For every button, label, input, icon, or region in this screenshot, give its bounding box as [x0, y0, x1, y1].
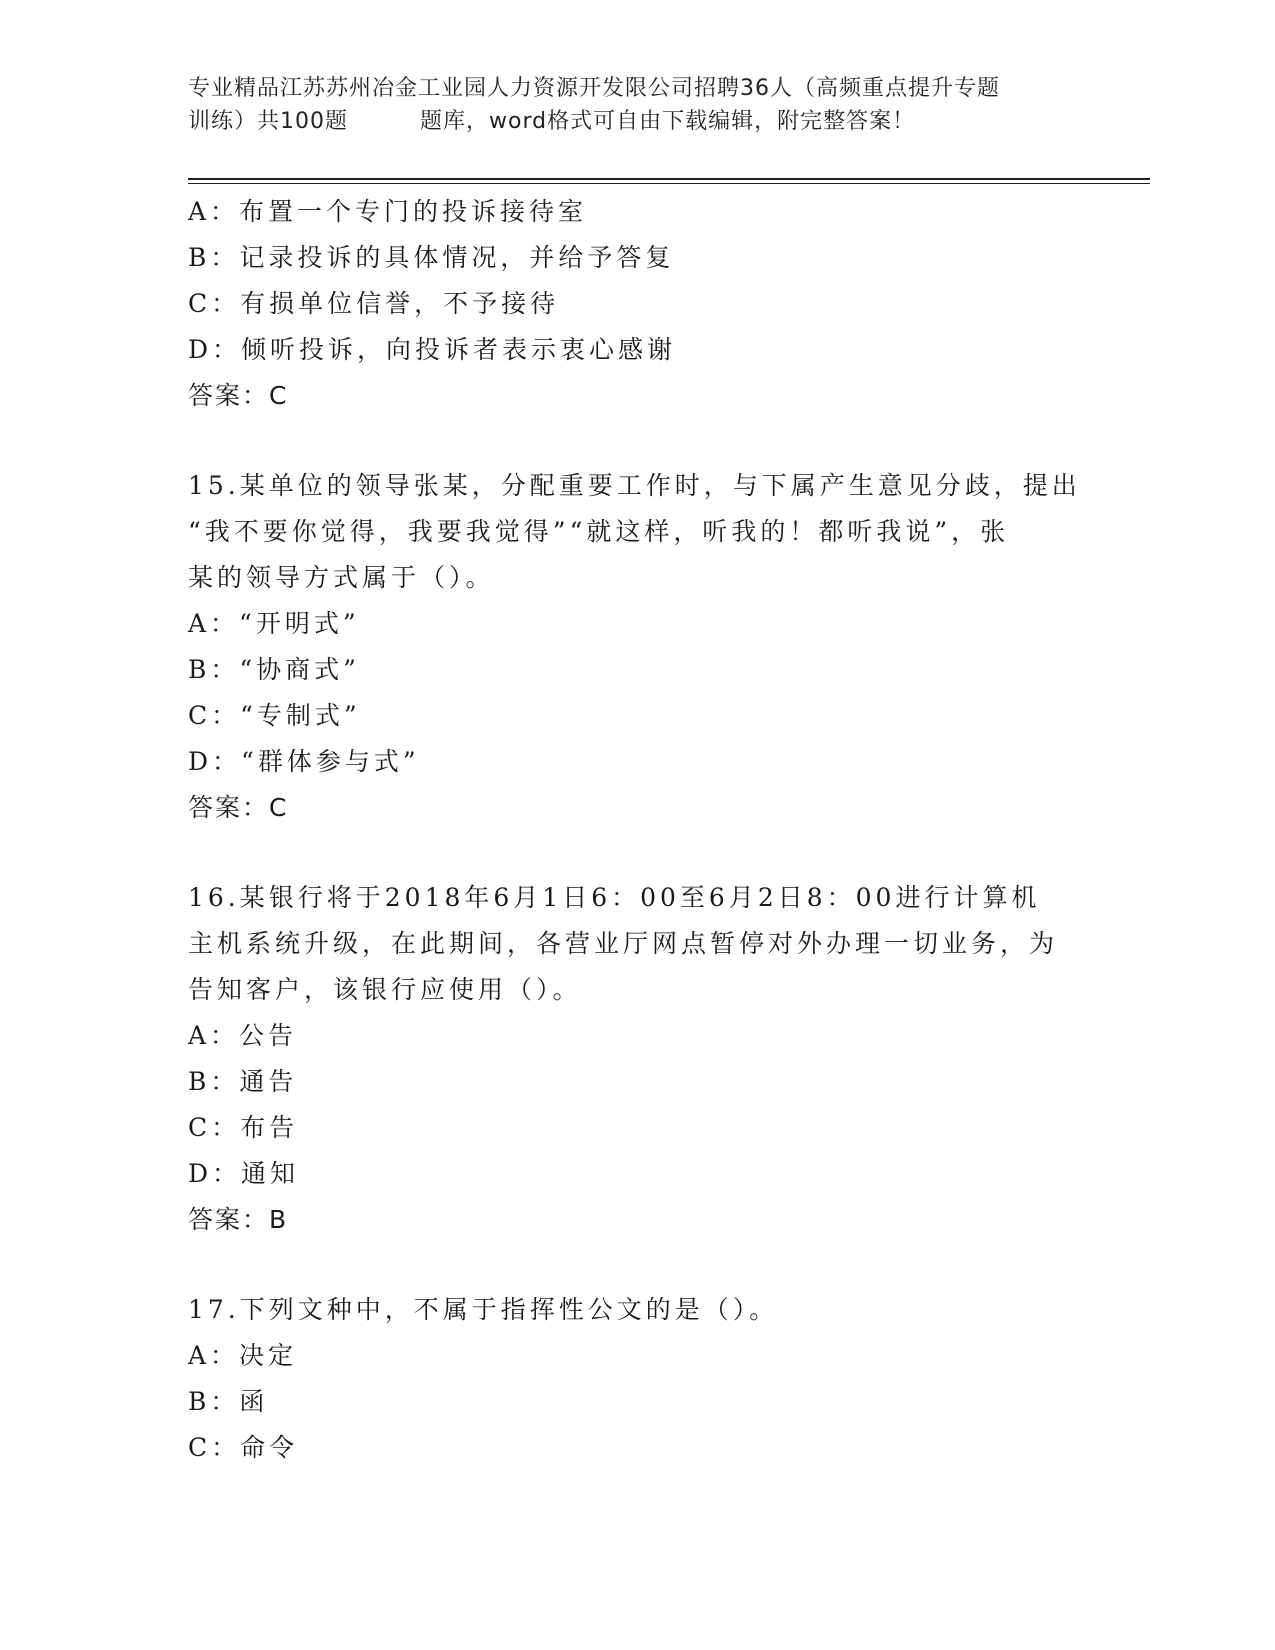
question-content	[188, 189, 1088, 1471]
option-a: A：“开明式”	[188, 609, 360, 638]
question-14-continued	[188, 189, 1088, 419]
answer-line: 答案：C	[188, 381, 289, 410]
question-15	[188, 463, 1088, 831]
question-stem-line: 16.某银行将于2018年6月1日6：00至6月2日8：00进行计算机	[188, 883, 1041, 912]
header-title-line-2	[188, 105, 1088, 138]
header-title-line-2-right: 题库，word格式可自由下载编辑，附完整答案！	[420, 109, 916, 134]
option-c: C：“专制式”	[188, 701, 361, 730]
option-d: D：通知	[188, 1159, 300, 1188]
option-b: B：通告	[188, 1067, 298, 1096]
answer-line: 答案：C	[188, 793, 289, 822]
document-header	[188, 72, 1088, 138]
header-title-line-2-left: 训练）共100题	[188, 109, 348, 134]
answer-line: 答案：B	[188, 1205, 289, 1234]
header-divider-thick	[188, 178, 1150, 180]
option-c: C：命令	[188, 1433, 299, 1462]
option-d: D：“群体参与式”	[188, 747, 420, 776]
question-stem-line: 主机系统升级，在此期间，各营业厅网点暂停对外办理一切业务，为	[188, 929, 1059, 958]
option-b: B：“协商式”	[188, 655, 360, 684]
option-b: B：记录投诉的具体情况，并给予答复	[188, 243, 675, 272]
option-b: B：函	[188, 1387, 269, 1416]
option-c: C：布告	[188, 1113, 299, 1142]
question-stem-line: 告知客户，该银行应使用（）。	[188, 975, 582, 1004]
option-a: A：布置一个专门的投诉接待室	[188, 197, 588, 226]
question-stem	[188, 463, 1088, 601]
header-title-line-1: 专业精品江苏苏州冶金工业园人力资源开发限公司招聘36人（高频重点提升专题	[188, 76, 1000, 101]
question-stem	[188, 875, 1088, 1013]
option-d: D：倾听投诉，向投诉者表示衷心感谢	[188, 335, 677, 364]
question-17	[188, 1287, 1088, 1471]
option-a: A：决定	[188, 1341, 298, 1370]
question-stem	[188, 1287, 1088, 1333]
question-stem-line: “我不要你觉得，我要我觉得”“就这样，听我的！都听我说”，张	[188, 517, 1010, 546]
question-16	[188, 875, 1088, 1243]
question-stem-line: 某的领导方式属于（）。	[188, 563, 495, 592]
option-c: C：有损单位信誉，不予接待	[188, 289, 560, 318]
header-divider-thin	[188, 183, 1150, 184]
option-a: A：公告	[188, 1021, 298, 1050]
question-stem-line: 17.下列文种中，不属于指挥性公文的是（）。	[188, 1295, 779, 1324]
question-stem-line: 15.某单位的领导张某，分配重要工作时，与下属产生意见分歧，提出	[188, 471, 1081, 500]
